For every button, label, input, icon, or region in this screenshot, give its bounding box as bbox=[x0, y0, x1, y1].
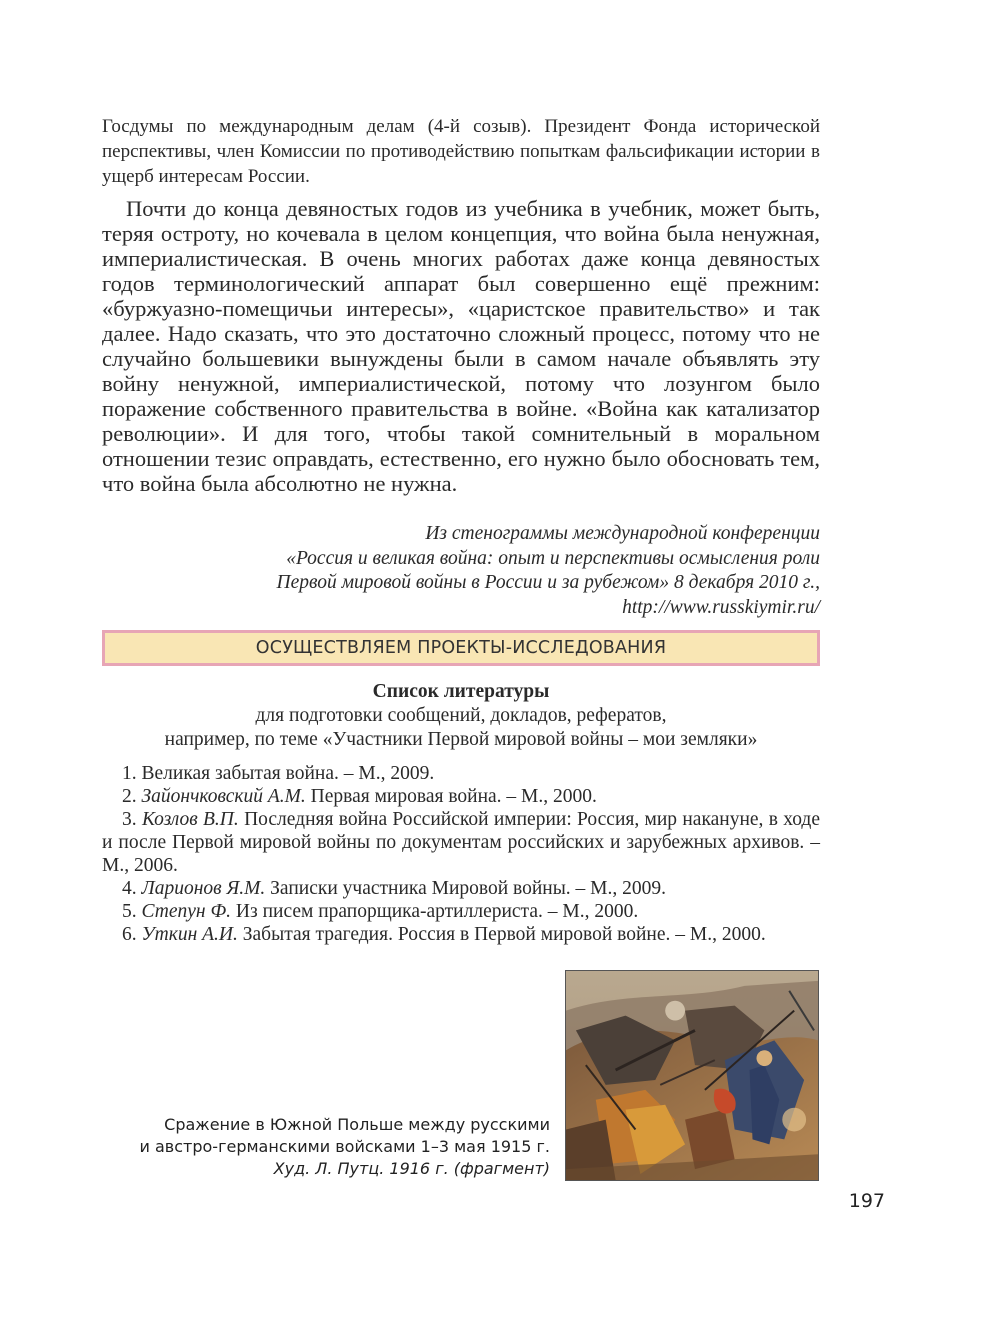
bibliography-item bbox=[102, 900, 820, 923]
item-number: 1. bbox=[122, 763, 137, 784]
quote-source bbox=[102, 522, 820, 620]
item-author: Ларионов Я.М. bbox=[141, 878, 266, 899]
item-number: 3. bbox=[122, 809, 137, 830]
item-number: 5. bbox=[122, 901, 137, 922]
source-line-2: «Россия и великая война: опыт и перспективы осмысления роли bbox=[286, 547, 820, 569]
item-author: Зайончковский А.М. bbox=[141, 786, 306, 807]
item-author: Козлов В.П. bbox=[141, 809, 239, 830]
item-number: 2. bbox=[122, 786, 137, 807]
item-text: Из писем прапорщика-артиллериста. – М., 2000. bbox=[235, 901, 639, 922]
item-text: Записки участника Мировой войны. – М., 2009. bbox=[270, 878, 667, 899]
quote-paragraph: Почти до конца девяностых годов из учебника в учебник, может быть, теряя остроту, но кочевала в целом концепция, что война была ненужная, империалистическая. В очень многих работах даже конца девяностых годов терминологический аппарат был совершенно ещё прежним: «буржуазно-помещичьи интересы», «царистское правительство» и так далее. Надо сказать, что это достаточно сложный процесс, потому что не случайно большевики вынуждены были в самом начале объявлять эту войну ненужной, империалистической, потому что лозунгом было поражение собственного правительства в войне. «Война как катализатор революции». И для того, чтобы такой сомнительный в моральном отношении тезис оправдать, естественно, его нужно было обосновать тем, что война была абсолютно не нужна. bbox=[102, 196, 820, 496]
item-number: 4. bbox=[122, 878, 137, 899]
caption-artist: Худ. Л. Путц. 1916 г. (фрагмент) bbox=[273, 1159, 550, 1178]
bibliography-item bbox=[102, 877, 820, 900]
bibliography-subtitle-1: для подготовки сообщений, докладов, рефератов, bbox=[255, 705, 667, 726]
item-text: Первая мировая война. – М., 2000. bbox=[310, 786, 597, 807]
source-line-3: Первой мировой войны в России и за рубежом» 8 декабря 2010 г., bbox=[276, 572, 820, 593]
bibliography-item bbox=[102, 808, 820, 877]
bibliography-list bbox=[102, 762, 820, 946]
figure-caption bbox=[100, 1114, 550, 1180]
item-text: Забытая трагедия. Россия в Первой мировой войне. – М., 2000. bbox=[242, 924, 766, 945]
footnote-continuation: Госдумы по международным делам (4-й созыв). Президент Фонда исторической перспективы, член Комиссии по противодействию попыткам фальсификации истории в ущерб интересам России. bbox=[102, 116, 820, 187]
item-text: Великая забытая война. – М., 2009. bbox=[141, 763, 435, 784]
item-number: 6. bbox=[122, 924, 137, 945]
bibliography-header bbox=[102, 680, 820, 752]
bibliography-subtitle-2: например, по теме «Участники Первой мировой войны – мои земляки» bbox=[164, 729, 758, 750]
section-banner-label: ОСУЩЕСТВЛЯЕМ ПРОЕКТЫ-ИССЛЕДОВАНИЯ bbox=[255, 638, 667, 658]
source-url: http://www.russkiymir.ru/ bbox=[622, 596, 820, 618]
item-text: Последняя война Российской империи: Россия, мир накануне, в ходе и после Первой мировой войны по документам российских и зарубежных архивов. – М., 2006. bbox=[102, 809, 821, 876]
bibliography-item bbox=[102, 923, 820, 946]
page-number: 197 bbox=[848, 1190, 885, 1212]
battle-painting bbox=[565, 970, 819, 1181]
item-author: Степун Ф. bbox=[141, 901, 232, 922]
item-author: Уткин А.И. bbox=[141, 924, 238, 945]
caption-line-2: и австро-германскими войсками 1–3 мая 1915 г. bbox=[139, 1137, 550, 1156]
caption-line-1: Сражение в Южной Польше между русскими bbox=[164, 1115, 550, 1134]
battle-painting-image bbox=[566, 971, 818, 1180]
bibliography-item bbox=[102, 762, 820, 785]
quote-block bbox=[102, 196, 820, 496]
source-line-1: Из стенограммы международной конференции bbox=[425, 523, 820, 544]
bibliography-item bbox=[102, 785, 820, 808]
section-banner bbox=[102, 630, 820, 666]
bibliography-title: Список литературы bbox=[372, 681, 550, 702]
